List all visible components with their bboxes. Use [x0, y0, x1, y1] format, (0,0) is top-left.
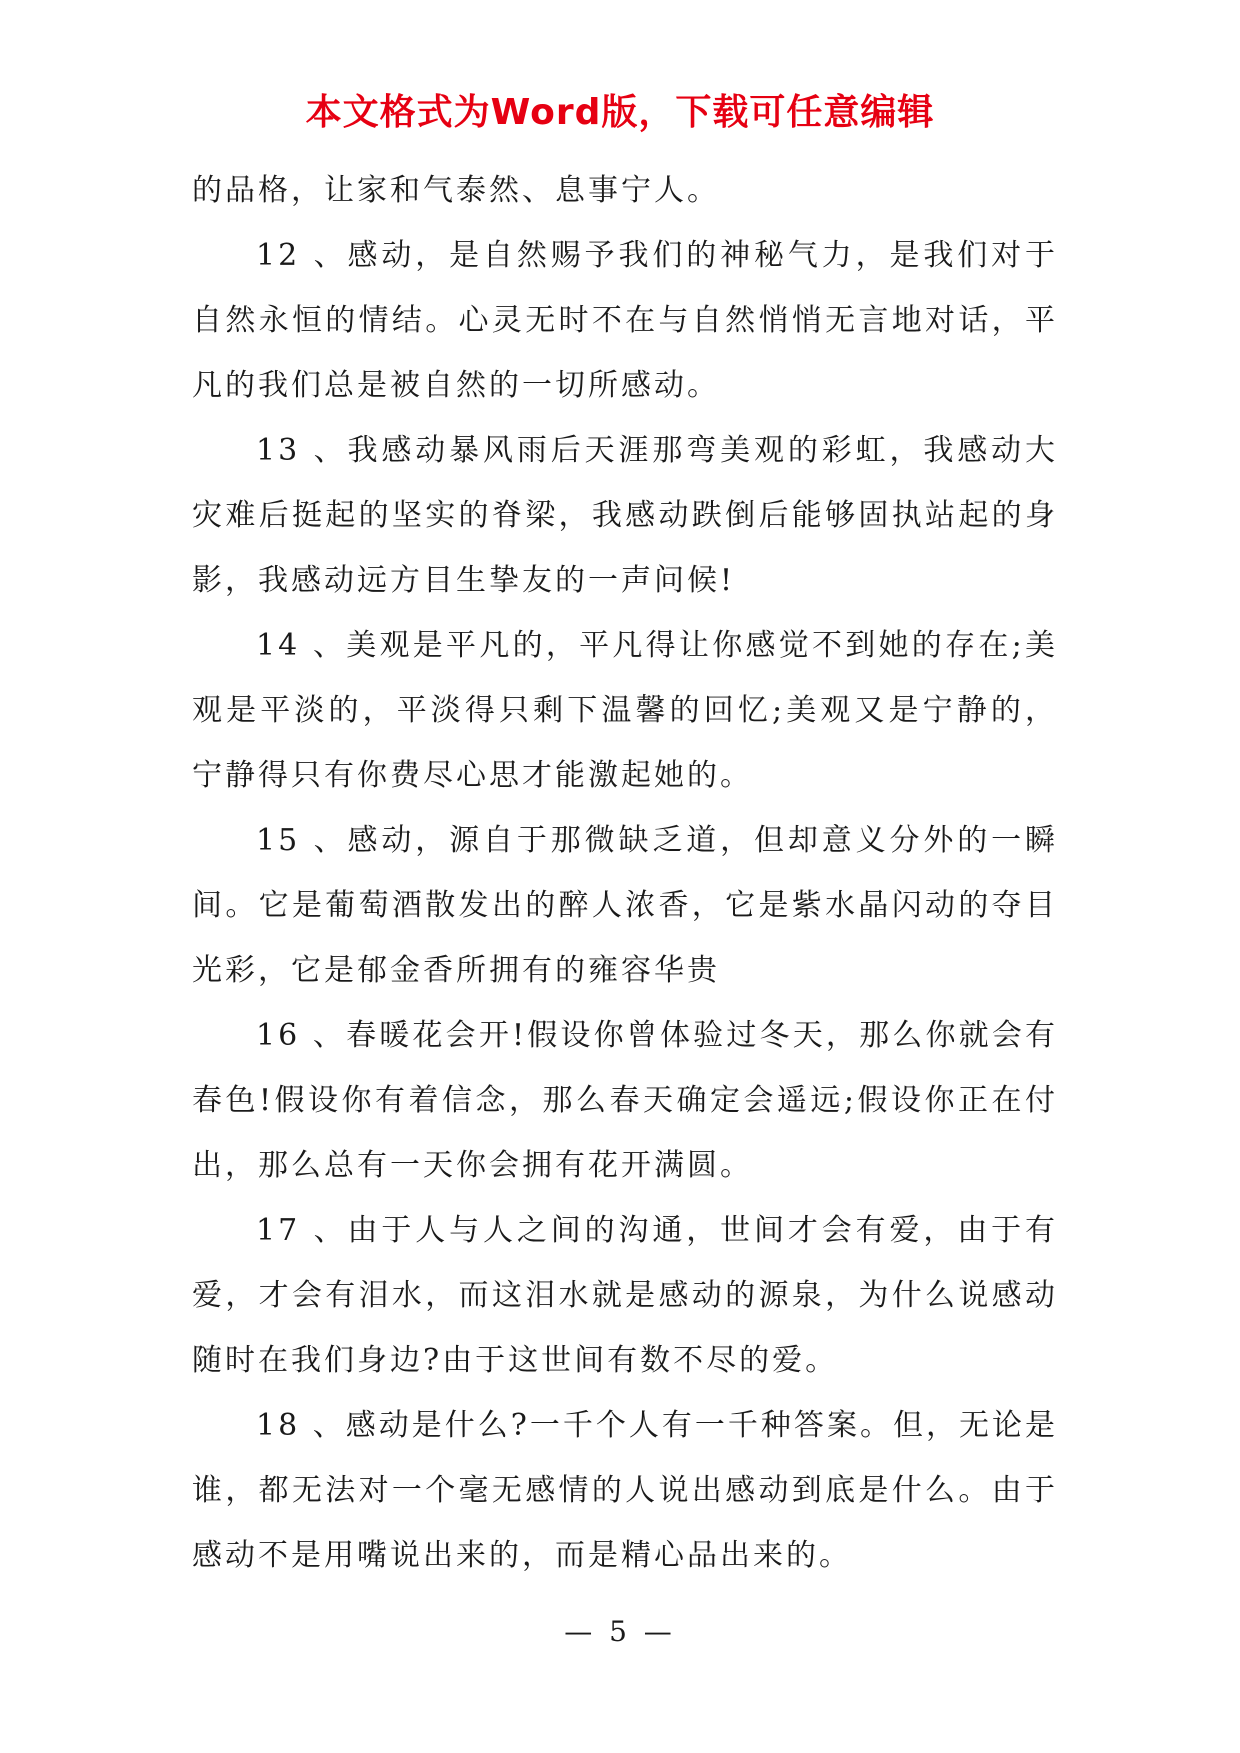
body-text	[192, 158, 1058, 1588]
paragraph-continuation: 的品格，让家和气泰然、息事宁人。	[192, 173, 720, 208]
paragraph-item-15: 15 、感动，源自于那微缺乏道，但却意义分外的一瞬间。它是葡萄酒散发出的醉人浓香，它是紫水晶闪动的夺目光彩，它是郁金香所拥有的雍容华贵	[192, 823, 1058, 988]
paragraph-item-16: 16 、春暖花会开!假设你曾体验过冬天，那么你就会有春色!假设你有着信念，那么春天确定会遥远;假设你正在付出，那么总有一天你会拥有花开满圆。	[192, 1018, 1058, 1183]
paragraph-item-13: 13 、我感动暴风雨后天涯那弯美观的彩虹，我感动大灾难后挺起的坚实的脊梁，我感动跌倒后能够固执站起的身影，我感动远方目生挚友的一声问候!	[192, 433, 1058, 598]
paragraph-item-17: 17 、由于人与人之间的沟通，世间才会有爱，由于有爱，才会有泪水，而这泪水就是感动的源泉，为什么说感动随时在我们身边?由于这世间有数不尽的爱。	[192, 1213, 1058, 1378]
paragraph-item-18: 18 、感动是什么?一千个人有一千种答案。但，无论是谁，都无法对一个毫无感情的人说出感动到底是什么。由于感动不是用嘴说出来的，而是精心品出来的。	[192, 1408, 1058, 1573]
page-number: — 5 —	[564, 1615, 676, 1648]
paragraph-item-14: 14 、美观是平凡的，平凡得让你感觉不到她的存在;美观是平淡的，平淡得只剩下温馨的回忆;美观又是宁静的，宁静得只有你费尽心思才能激起她的。	[192, 628, 1058, 793]
paragraph-item-12: 12 、感动，是自然赐予我们的神秘气力，是我们对于自然永恒的情结。心灵无时不在与自然悄悄无言地对话，平凡的我们总是被自然的一切所感动。	[192, 238, 1058, 403]
format-notice-banner: 本文格式为Word版，下载可任意编辑	[305, 92, 935, 133]
